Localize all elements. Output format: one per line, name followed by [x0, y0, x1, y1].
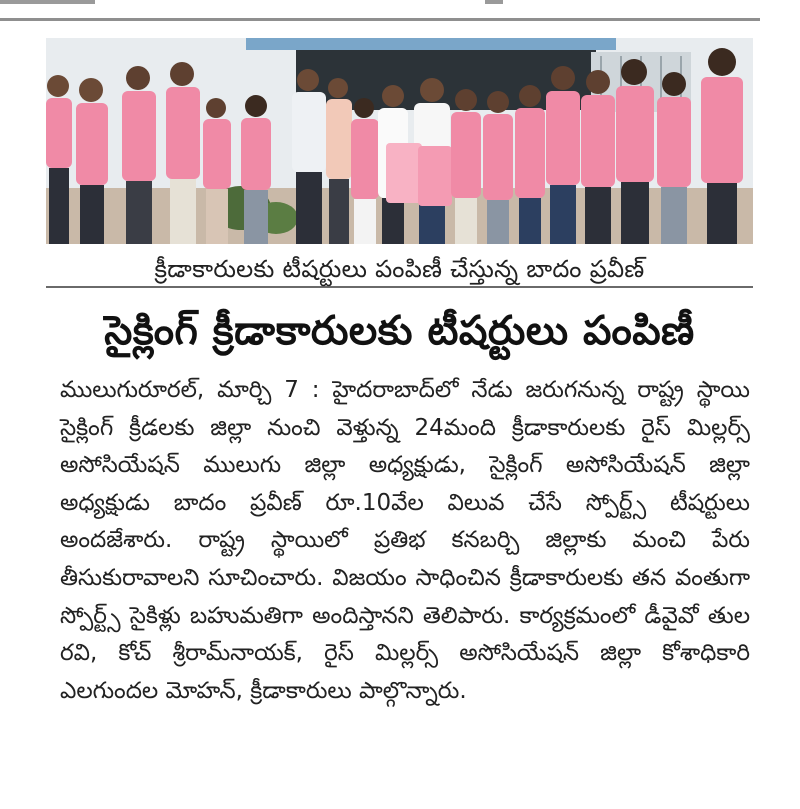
- top-edge-mark: [485, 0, 503, 4]
- top-edge-mark: [0, 0, 95, 4]
- photo-caption-block: [46, 252, 753, 288]
- tshirt-held: [386, 143, 422, 203]
- photo-illustration: [46, 38, 753, 244]
- top-divider: [0, 18, 760, 21]
- photo-caption: క్రీడాకారులకు టీషర్టులు పంపిణీ చేస్తున్న బాదం ప్రవీణ్: [154, 255, 645, 283]
- article-body: [60, 372, 750, 710]
- person: [46, 75, 72, 244]
- article-text: హైదరాబాద్‌లో నేడు జరుగనున్న రాష్ట్ర స్థాయి సైక్లింగ్ క్రీడలకు జిల్లా నుంచి వెళ్తున్న 24మంది క్రీడాకారులకు రైస్ మిల్లర్స్ అసోసియేషన్ ములుగు జిల్లా అధ్యక్షుడు, సైక్లింగ్ అసోసియేషన్ జిల్లా అధ్యక్షుడు బాదం ప్రవీణ్ రూ.10వేల విలువ చేసే స్పోర్ట్స్ టీషర్టులు అందజేశారు. రాష్ట్ర స్థాయిలో ప్రతిభ కనబర్చి జిల్లాకు మంచి పేరు తీసుకురావాలని సూచించారు. విజయం సాధించిన క్రీడాకారులకు తన వంతుగా స్పోర్ట్స్ సైకిళ్లు బహుమతిగా అందిస్తానని తెలిపారు. కార్యక్రమంలో డీవైవో తుల రవి, కోచ్ శ్రీరామ్‌నాయక్, రైస్ మిల్లర్స్ అసోసియేషన్ జిల్లా కోశాధికారి ఎలగుందల మోహన్, క్రీడాకారులు పాల్గొన్నారు.: [60, 377, 751, 704]
- article-dateline: ములుగురూరల్, మార్చి 7 :: [60, 377, 320, 403]
- news-photo: [46, 38, 753, 244]
- article-headline: సైక్లింగ్ క్రీడాకారులకు టీషర్టులు పంపిణీ: [104, 308, 695, 354]
